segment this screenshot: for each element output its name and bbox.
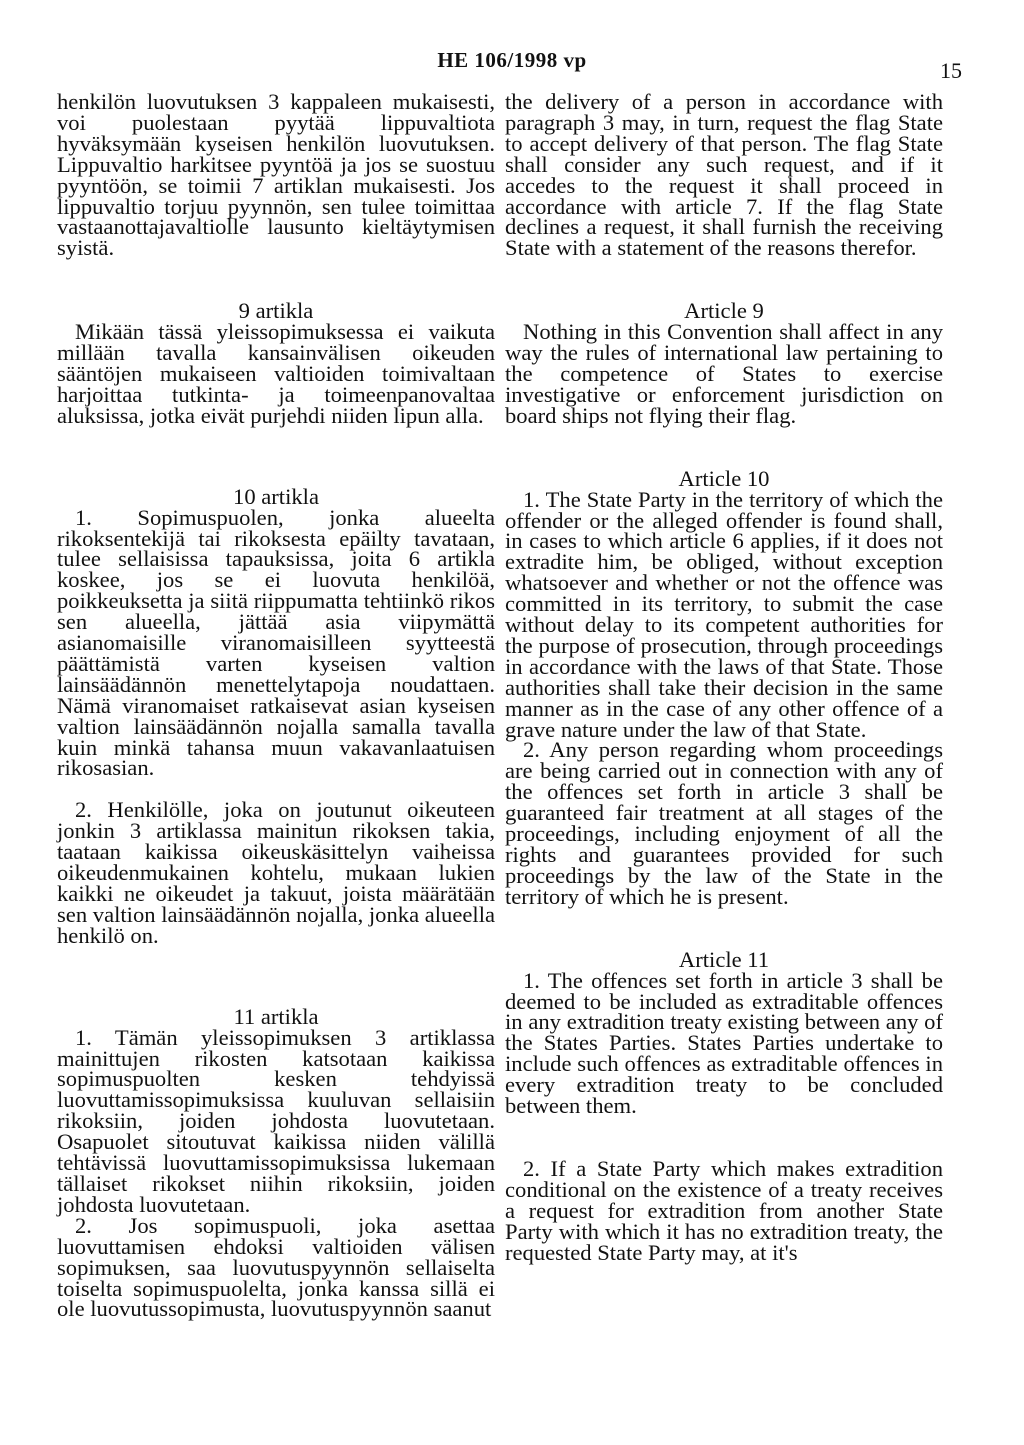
en-article-9-text: Nothing in this Convention shall affect in any way the rules of international law pertaining to the competence of States to exercise investigative or enforcement jurisdiction on board ships not flying their flag. [505, 319, 943, 428]
fi-intro-paragraph: henkilön luovutuksen 3 kappaleen mukaisesti, voi puolestaan pyytää lippuvaltiota hyväksymään kyseisen henkilön luovutuksen. Lippuvaltio harkitsee pyyntöä ja jos se suostuu pyyntöön, se toimii 7 artiklan mukaisesti. Jos lippuvaltio torjuu pyynnön, sen tulee toimittaa vastaanottajavaltiolle lausunto kieltäytymisen syistä. [57, 89, 495, 261]
en-article-11-heading: Article 11 [678, 946, 770, 972]
running-header-title: HE 106/1998 vp [437, 48, 587, 72]
fi-article-9-heading: 9 artikla [238, 298, 314, 324]
fi-article-9-text: Mikään tässä yleissopimuksessa ei vaikuta millään tavalla kansainvälisen oikeuden sääntöjen mukaiseen valtioiden toimivaltaan harjoittaa tutkinta- ja toimeenpanovaltaa aluksissa, jotka eivät purjehdi niiden lipun alla. [57, 319, 495, 428]
fi-article-11-heading: 11 artikla [233, 1003, 319, 1029]
en-article-9-heading: Article 9 [684, 298, 764, 324]
fi-article-10-heading: 10 artikla [233, 483, 319, 509]
en-intro-paragraph: the delivery of a person in accordance with paragraph 3 may, in turn, request the flag State to accept delivery of that person. The flag State shall consider any such request, and if it accedes to the request it shall proceed in accordance with article 7. If the flag State declines a request, it shall furnish the receiving State with a statement of the reasons therefor. [505, 89, 943, 261]
fi-article-10-para-1: 1. Sopimuspuolen, jonka alueelta rikoksentekijä tai rikoksesta epäilty tavataan, tulee sellaisissa tapauksissa, joita 6 artikla koskee, jos se ei luovuta henkilöä, poikkeuksetta ja siitä riippumatta tehtiinkö rikos sen alueella, jättää asia viipymättä asianomaisille viranomaisilleen syytteestä päättämistä varten kyseisen valtion lainsäädännön menettelytapoja noudattaen. Nämä viranomaiset ratkaisevat asian kyseisen valtion lainsäädännön nojalla samalla tavalla kuin minkä tahansa muun vakavanlaatuisen rikosasian. [57, 504, 495, 781]
en-article-10-heading: Article 10 [678, 465, 770, 491]
en-article-10-para-2: 2. Any person regarding whom proceedings are being carried out in connection with any of the offences set forth in article 3 shall be guaranteed fair treatment at all stages of the proceedings, including enjoyment of all the rights and guarantees provided for such proceedings by the law of the State in the territory of which he is present. [505, 737, 943, 909]
en-article-11-para-1: 1. The offences set forth in article 3 shall be deemed to be included as extraditable offences in any extradition treaty existing between any of the States Parties. States Parties undertake to include such offences as extraditable offences in every extradition treaty to be concluded between them. [505, 967, 943, 1119]
en-article-10-para-1: 1. The State Party in the territory of which the offender or the alleged offender is found shall, in cases to which article 6 applies, if it does not extradite him, be obliged, without exception whatsoever and whether or not the offence was committed in its territory, to submit the case without delay to its competent authorities for the purpose of prosecution, through proceedings in accordance with the laws of that State. Those authorities shall take their decision in the same manner as in the case of any other offence of a grave nature under the law of that State. [505, 486, 943, 742]
fi-article-11-para-2: 2. Jos sopimuspuoli, joka asettaa luovuttamisen ehdoksi valtioiden välisen sopimuksen, saa luovutuspyynnön sellaiselta toiselta sopimuspuolelta, jonka kanssa sillä ei ole luovutussopimusta, luovutuspyynnön saanut [57, 1212, 495, 1322]
en-article-11-para-2: 2. If a State Party which makes extradition conditional on the existence of a treaty receives a request for extradition from another State Party with which it has no extradition treaty, the requested State Party may, at it's [505, 1155, 943, 1265]
page-number: 15 [940, 58, 962, 83]
fi-article-10-para-2: 2. Henkilölle, joka on joutunut oikeuteen jonkin 3 artiklassa mainitun rikoksen takia, taataan kaikissa oikeuskäsittelyn vaiheissa oikeudenmukainen kohtelu, mukaan lukien kaikki ne oikeudet ja takuut, joista määrätään sen valtion lainsäädännön nojalla, jonka alueella henkilö on. [57, 797, 495, 948]
english-column [505, 89, 943, 1265]
finnish-column [57, 89, 495, 1322]
fi-article-11-para-1: 1. Tämän yleissopimuksen 3 artiklassa mainittujen rikosten katsotaan kaikissa sopimuspuolten kesken tehdyissä luovuttamissopimuksissa kuuluvan sellaisiin rikoksiin, joiden johdosta luovutetaan. Osapuolet sitoutuvat kaikissa niiden välillä tehtävissä luovuttamissopimuksissa lukemaan tällaiset rikokset niihin rikoksiin, joiden johdosta luovutetaan. [57, 1024, 495, 1217]
